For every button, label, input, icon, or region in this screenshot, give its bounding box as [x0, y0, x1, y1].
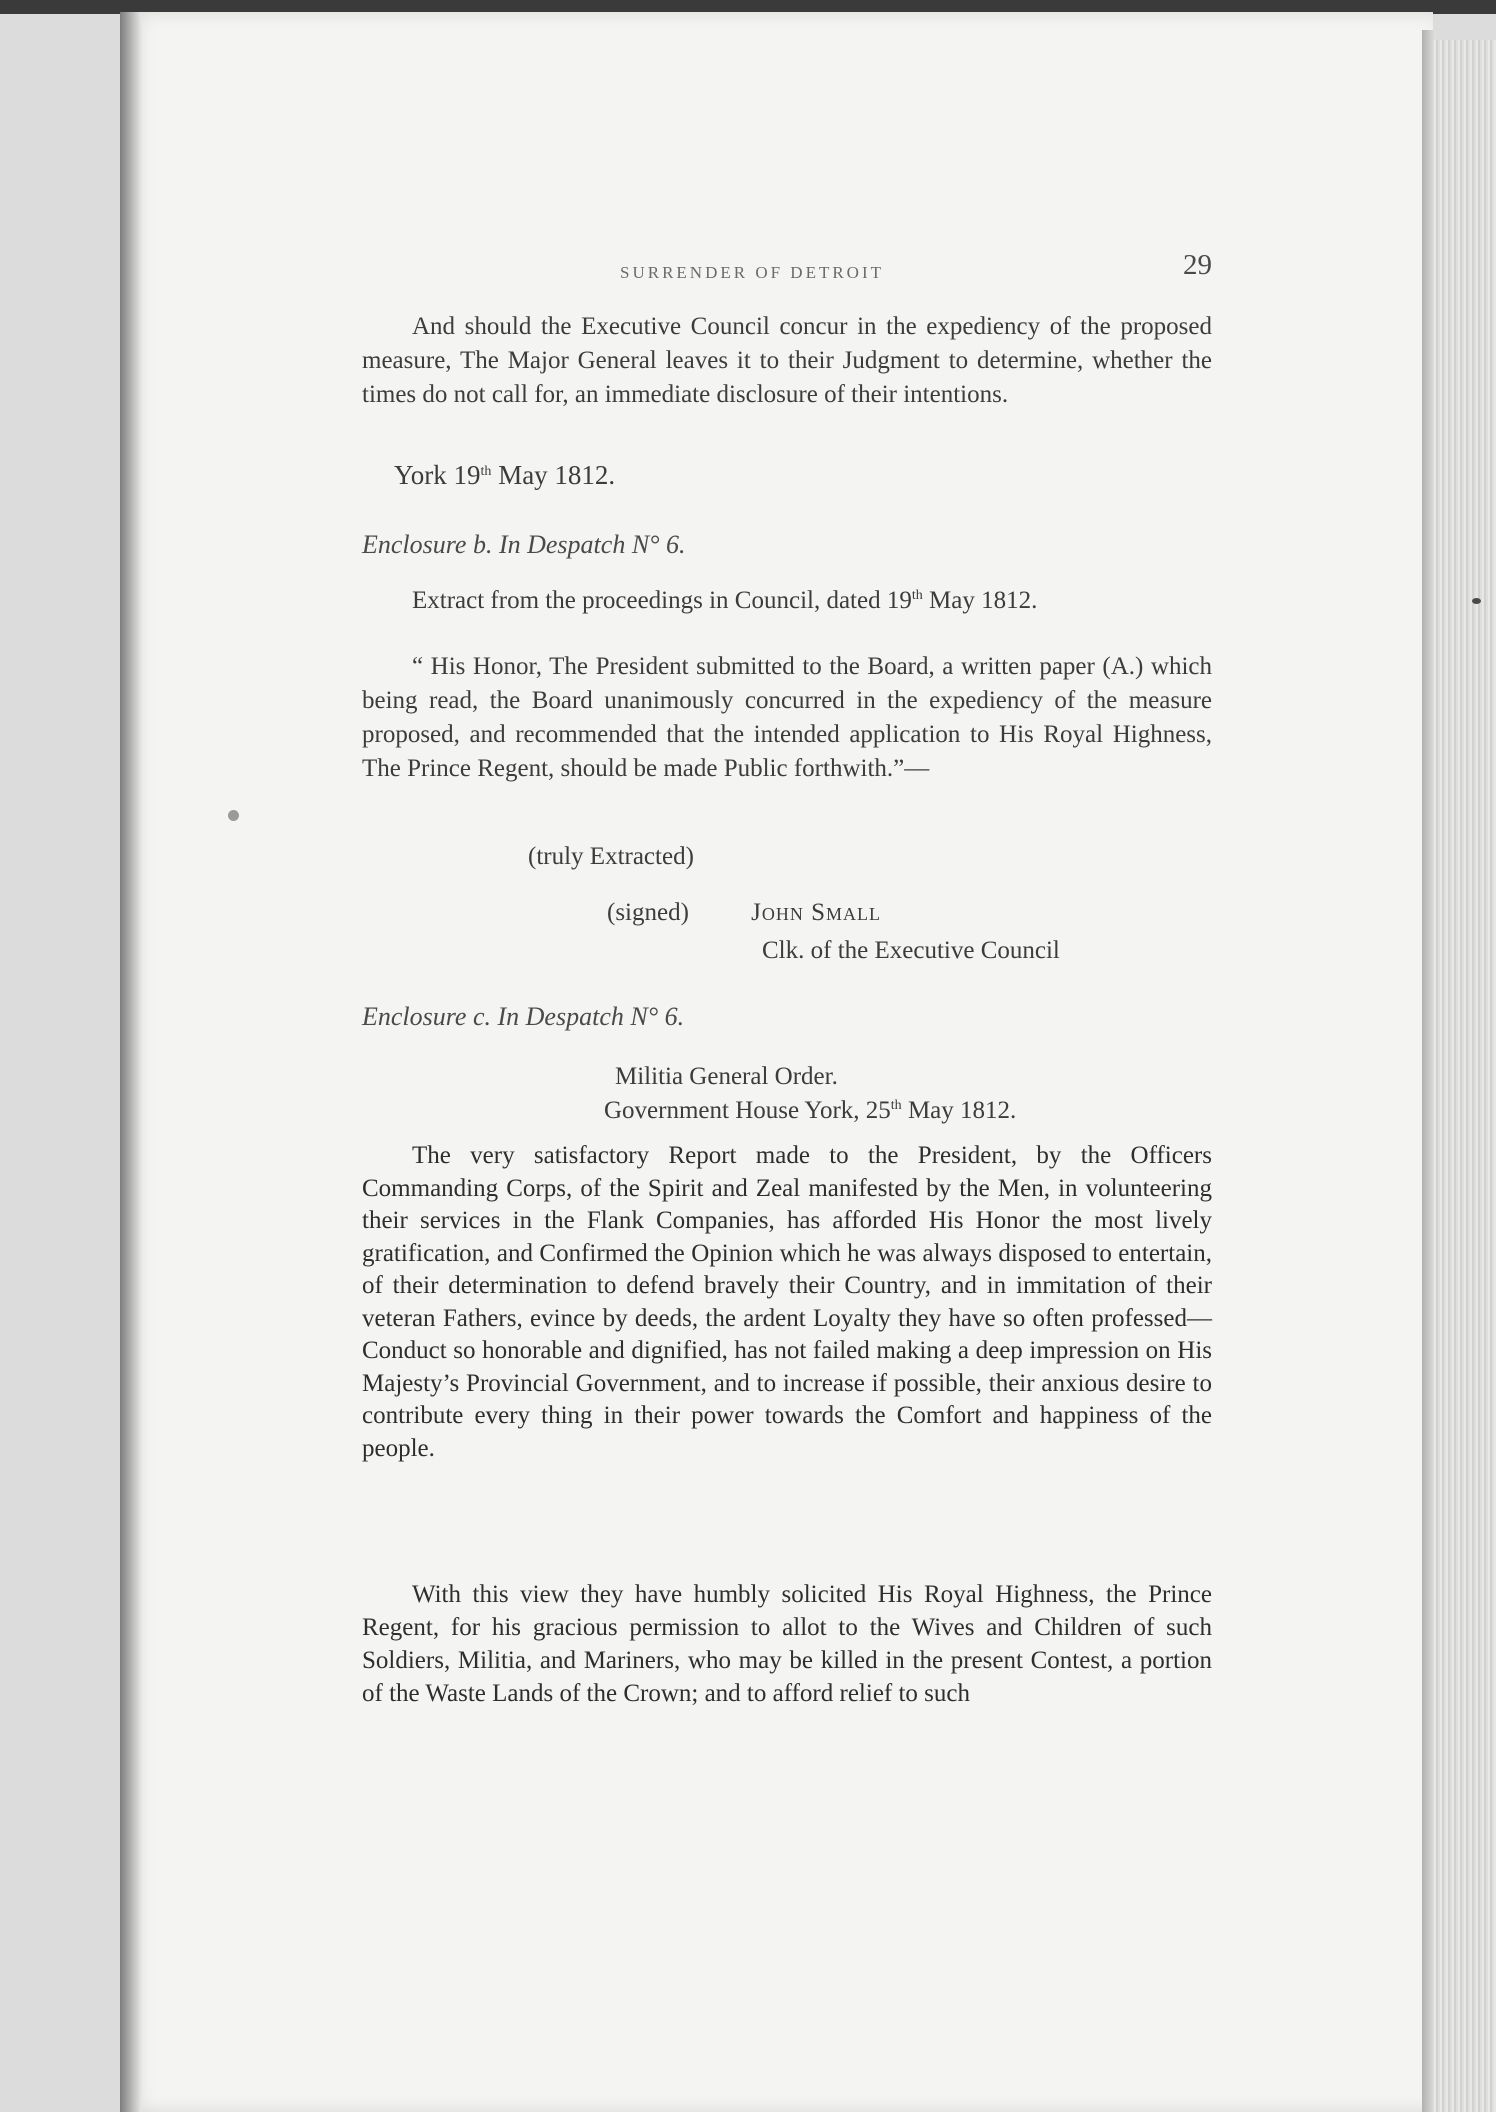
ink-speck: [228, 810, 239, 821]
fore-edge-stack: [1433, 40, 1496, 2112]
book-gutter: [120, 12, 142, 2112]
heading-text: Enclosure c. In Despatch N° 6.: [362, 1002, 685, 1031]
paragraph-council-concur: [362, 310, 1212, 412]
page-number: 29: [1183, 249, 1212, 281]
signed-line: [362, 896, 1212, 930]
truly-extracted-text: (truly Extracted): [528, 843, 694, 870]
extract-line: [362, 584, 1212, 618]
dateline-text: York 19th May 1812.: [394, 460, 616, 490]
signatory-title: Clk. of the Executive Council: [762, 937, 1060, 964]
paragraph-text: The very satisfactory Report made to the President, by the Officers Commanding Corps, of the Spirit and Zeal manifested by the Men, in volunteering their services in the Flank Companies, has afforded His Honor the most lively gratification, and Confirmed the Opinion which he was always disposed to entertain, of their determination to defend bravely their Country, and in immitation of their veteran Fathers, evince by deeds, the ardent Loyalty they have so often professed—Conduct so honorable and dignified, has not failed making a deep impression on His Majesty’s Provincial Government, and to increase if possible, their anxious desire to contribute every thing in their power towards the Comfort and happiness of the people.: [362, 1142, 1212, 1462]
enclosure-c-heading: [362, 1000, 1212, 1034]
page-header: [362, 248, 1212, 284]
paragraph-text: And should the Executive Council concur in the expediency of the proposed measure, The Major General leaves it to their Judgment to determine, whether the times do not call for, an immediate disclosure of their intentions.: [362, 313, 1212, 408]
signature-block: [362, 896, 1212, 968]
quote-text: “ His Honor, The President submitted to the Board, a written paper (A.) which being read, the Board unanimously concurred in the expediency of the measure proposed, and recommended that the intended application to His Royal Highness, The Prince Regent, should be made Public forthwith.”—: [362, 653, 1212, 782]
paragraph-humbly-solicited: [362, 1578, 1212, 1710]
extract-text: Extract from the proceedings in Council, dated 19th May 1812.: [412, 587, 1038, 614]
council-quote: [362, 650, 1212, 786]
order-dateline-text: Government House York, 25th May 1812.: [604, 1097, 1017, 1124]
paragraph-text: With this view they have humbly solicited His Royal Highness, the Prince Regent, for his gracious permission to allot to the Wives and Children of such Soldiers, Militia, and Mariners, who may be killed in the present Contest, a portion of the Waste Lands of the Crown; and to afford relief to such: [362, 1581, 1212, 1707]
paragraph-militia-order: [362, 1140, 1212, 1465]
signatory-name: John Small: [751, 899, 882, 926]
order-title-text: Militia General Order.: [615, 1063, 838, 1090]
truly-extracted: [362, 840, 1212, 874]
heading-text: Enclosure b. In Despatch N° 6.: [362, 530, 686, 559]
ink-speck: [1472, 598, 1481, 604]
order-dateline: [362, 1094, 1212, 1128]
signed-label: (signed): [607, 899, 689, 926]
dateline-york: [362, 458, 1212, 492]
running-head: SURRENDER OF DETROIT: [620, 263, 885, 282]
enclosure-b-heading: [362, 528, 1212, 562]
order-title: [362, 1060, 1212, 1094]
